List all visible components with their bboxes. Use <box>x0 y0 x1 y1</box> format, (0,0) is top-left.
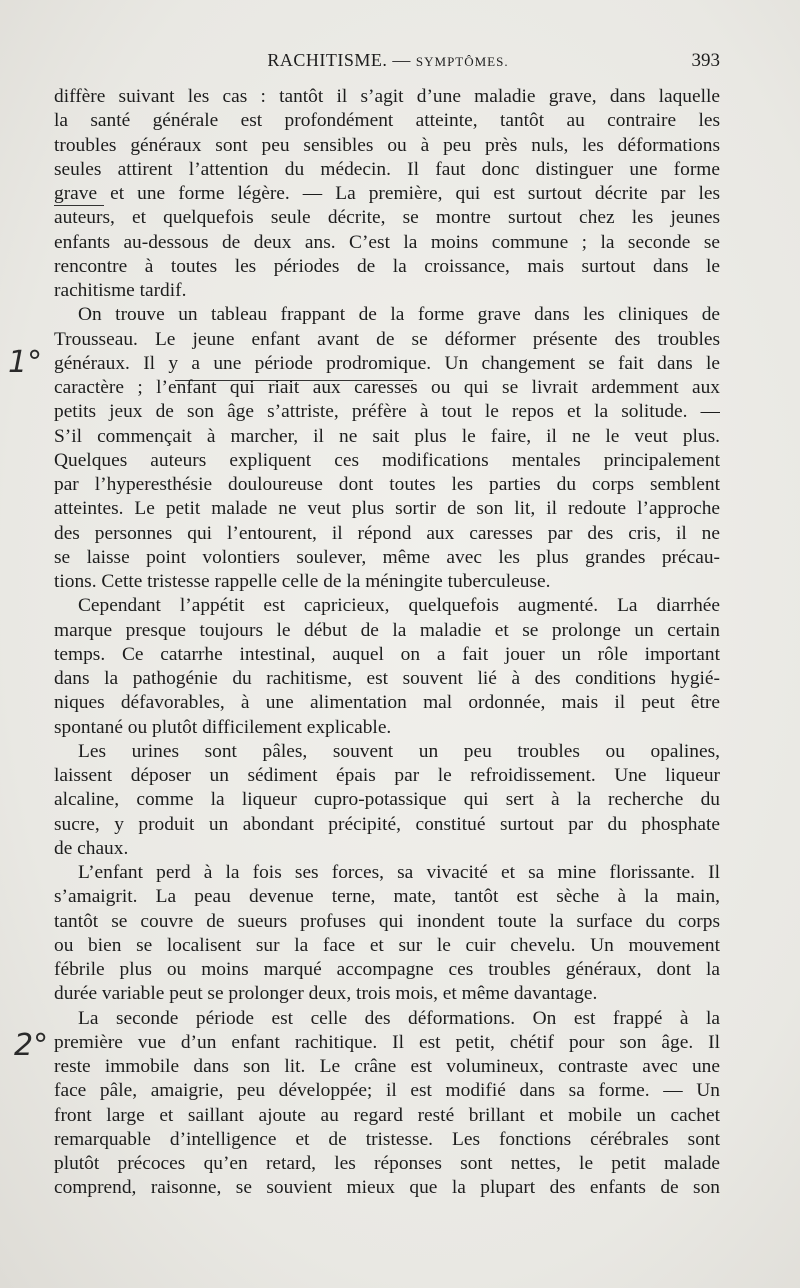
text-line: L’enfant perd à la fois ses forces, sa vivacité et sa mine florissante. Il <box>78 862 720 883</box>
text-line: caractère ; l’enfant qui riait aux caresses ou qui se livrait ardemment aux <box>54 377 720 398</box>
text-line: rencontre à toutes les périodes de la croissance, mais surtout dans le <box>54 255 720 277</box>
text-line: par l’hyperesthésie douloureuse dont toutes les parties du corps semblent <box>54 474 720 495</box>
text-line: rachitisme tardif. <box>54 280 187 301</box>
text-line: se laisse point volontiers soulever, même avec les plus grandes précau- <box>54 546 720 568</box>
text-line: On trouve un tableau frappant de la forme grave dans les cliniques de <box>78 304 720 326</box>
margin-note-second: 2° <box>14 1028 49 1063</box>
text-line: Les urines sont pâles, souvent un peu troubles ou opalines, <box>78 740 720 762</box>
text-line: La seconde période est celle des déformations. On est frappé à la <box>78 1007 720 1029</box>
text-line: tantôt se couvre de sueurs profuses qui inondent toute la surface du corps <box>54 910 720 932</box>
text-line: Cependant l’appétit est capricieux, quelquefois augmenté. La diarrhée <box>78 595 720 617</box>
text-line: grave et une forme légère. — La première, qui est surtout décrite par les <box>54 183 720 204</box>
text-line: Quelques auteurs expliquent ces modifications mentales principalement <box>54 449 720 471</box>
text-line: première vue d’un enfant rachitique. Il est petit, chétif pour son âge. Il <box>54 1031 720 1053</box>
text-line: alcaline, comme la liqueur cupro-potassique qui sert à la recherche du <box>54 789 720 811</box>
text-line: marque presque toujours le début de la maladie et se prolonge un certain <box>54 619 720 641</box>
page-number: 393 <box>691 50 720 71</box>
text-line: des personnes qui l’entourent, il répond aux caresses par des cris, il ne <box>54 522 720 544</box>
text-line: laissent déposer un sédiment épais par le refroidissement. Une liqueur <box>54 765 720 786</box>
text-line: comprend, raisonne, se souvient mieux que la plupart des enfants de son <box>54 1177 720 1199</box>
text-line: auteurs, et quelquefois seule décrite, se montre surtout chez les jeunes <box>54 207 720 229</box>
text-line: S’il commençait à marcher, il ne sait plus le faire, il ne le veut plus. <box>54 425 720 447</box>
text-line: troubles généraux sont peu sensibles ou à peu près nuls, les déformations <box>54 134 720 156</box>
text-line: reste immobile dans son lit. Le crâne est volumineux, contraste avec une <box>54 1056 720 1077</box>
running-title <box>56 50 720 71</box>
text-line: durée variable peut se prolonger deux, trois mois, et même davantage. <box>54 983 598 1005</box>
margin-note-first: 1° <box>8 345 43 380</box>
text-line: généraux. Il y a une période prodromique. Un changement se fait dans le <box>54 352 720 374</box>
text-line: Trousseau. Le jeune enfant avant de se déformer présente des troubles <box>54 328 720 350</box>
text-line: diffère suivant les cas : tantôt il s’agit d’une maladie grave, dans laquelle <box>54 86 720 107</box>
text-line: seules attirent l’attention du médecin. Il faut donc distinguer une forme <box>54 158 720 180</box>
text-line: ou bien se localisent sur la face et sur le cuir chevelu. Un mouvement <box>54 934 720 956</box>
text-line: atteintes. Le petit malade ne veut plus sortir de son lit, il redoute l’approche <box>54 498 720 520</box>
text-line: plutôt précoces qu’en retard, les réponses sont nettes, le petit malade <box>54 1153 720 1174</box>
text-line: enfants au-dessous de deux ans. C’est la moins commune ; la seconde se <box>54 231 720 253</box>
text-line: dans la pathogénie du rachitisme, est souvent lié à des conditions hygié- <box>54 668 720 689</box>
text-line: s’amaigrit. La peau devenue terne, mate, tantôt est sèche à la main, <box>54 886 720 908</box>
text-line: tions. Cette tristesse rappelle celle de la méningite tuberculeuse. <box>54 571 551 592</box>
text-line: la santé générale est profondément atteinte, tantôt au contraire les <box>54 110 720 132</box>
text-line: de chaux. <box>54 837 129 859</box>
running-title-section: SYMPTÔMES. <box>415 54 509 69</box>
text-line: spontané ou plutôt difficilement explicable. <box>54 716 392 738</box>
text-line: remarquable d’intelligence et de tristesse. Les fonctions cérébrales sont <box>54 1128 720 1150</box>
text-line: petits jeux de son âge s’attriste, préfère à tout le repos et la solitude. — <box>54 401 720 423</box>
text-line: face pâle, amaigrie, peu développée; il est modifié dans sa forme. — Un <box>54 1080 720 1102</box>
text-line: fébrile plus ou moins marqué accompagne ces troubles généraux, dont la <box>54 959 720 980</box>
text-line: niques défavorables, à une alimentation mal ordonnée, mais il peut être <box>54 692 720 714</box>
page-header <box>56 50 720 74</box>
text-line: temps. Ce catarrhe intestinal, auquel on a fait jouer un rôle important <box>54 643 720 665</box>
body-text <box>54 85 720 1201</box>
text-line: front large et saillant ajoute au regard resté brillant et mobile un cachet <box>54 1104 720 1126</box>
text-line: sucre, y produit un abondant précipité, constitué surtout par du phosphate <box>54 813 720 835</box>
running-title-main: RACHITISME. — <box>267 50 411 70</box>
